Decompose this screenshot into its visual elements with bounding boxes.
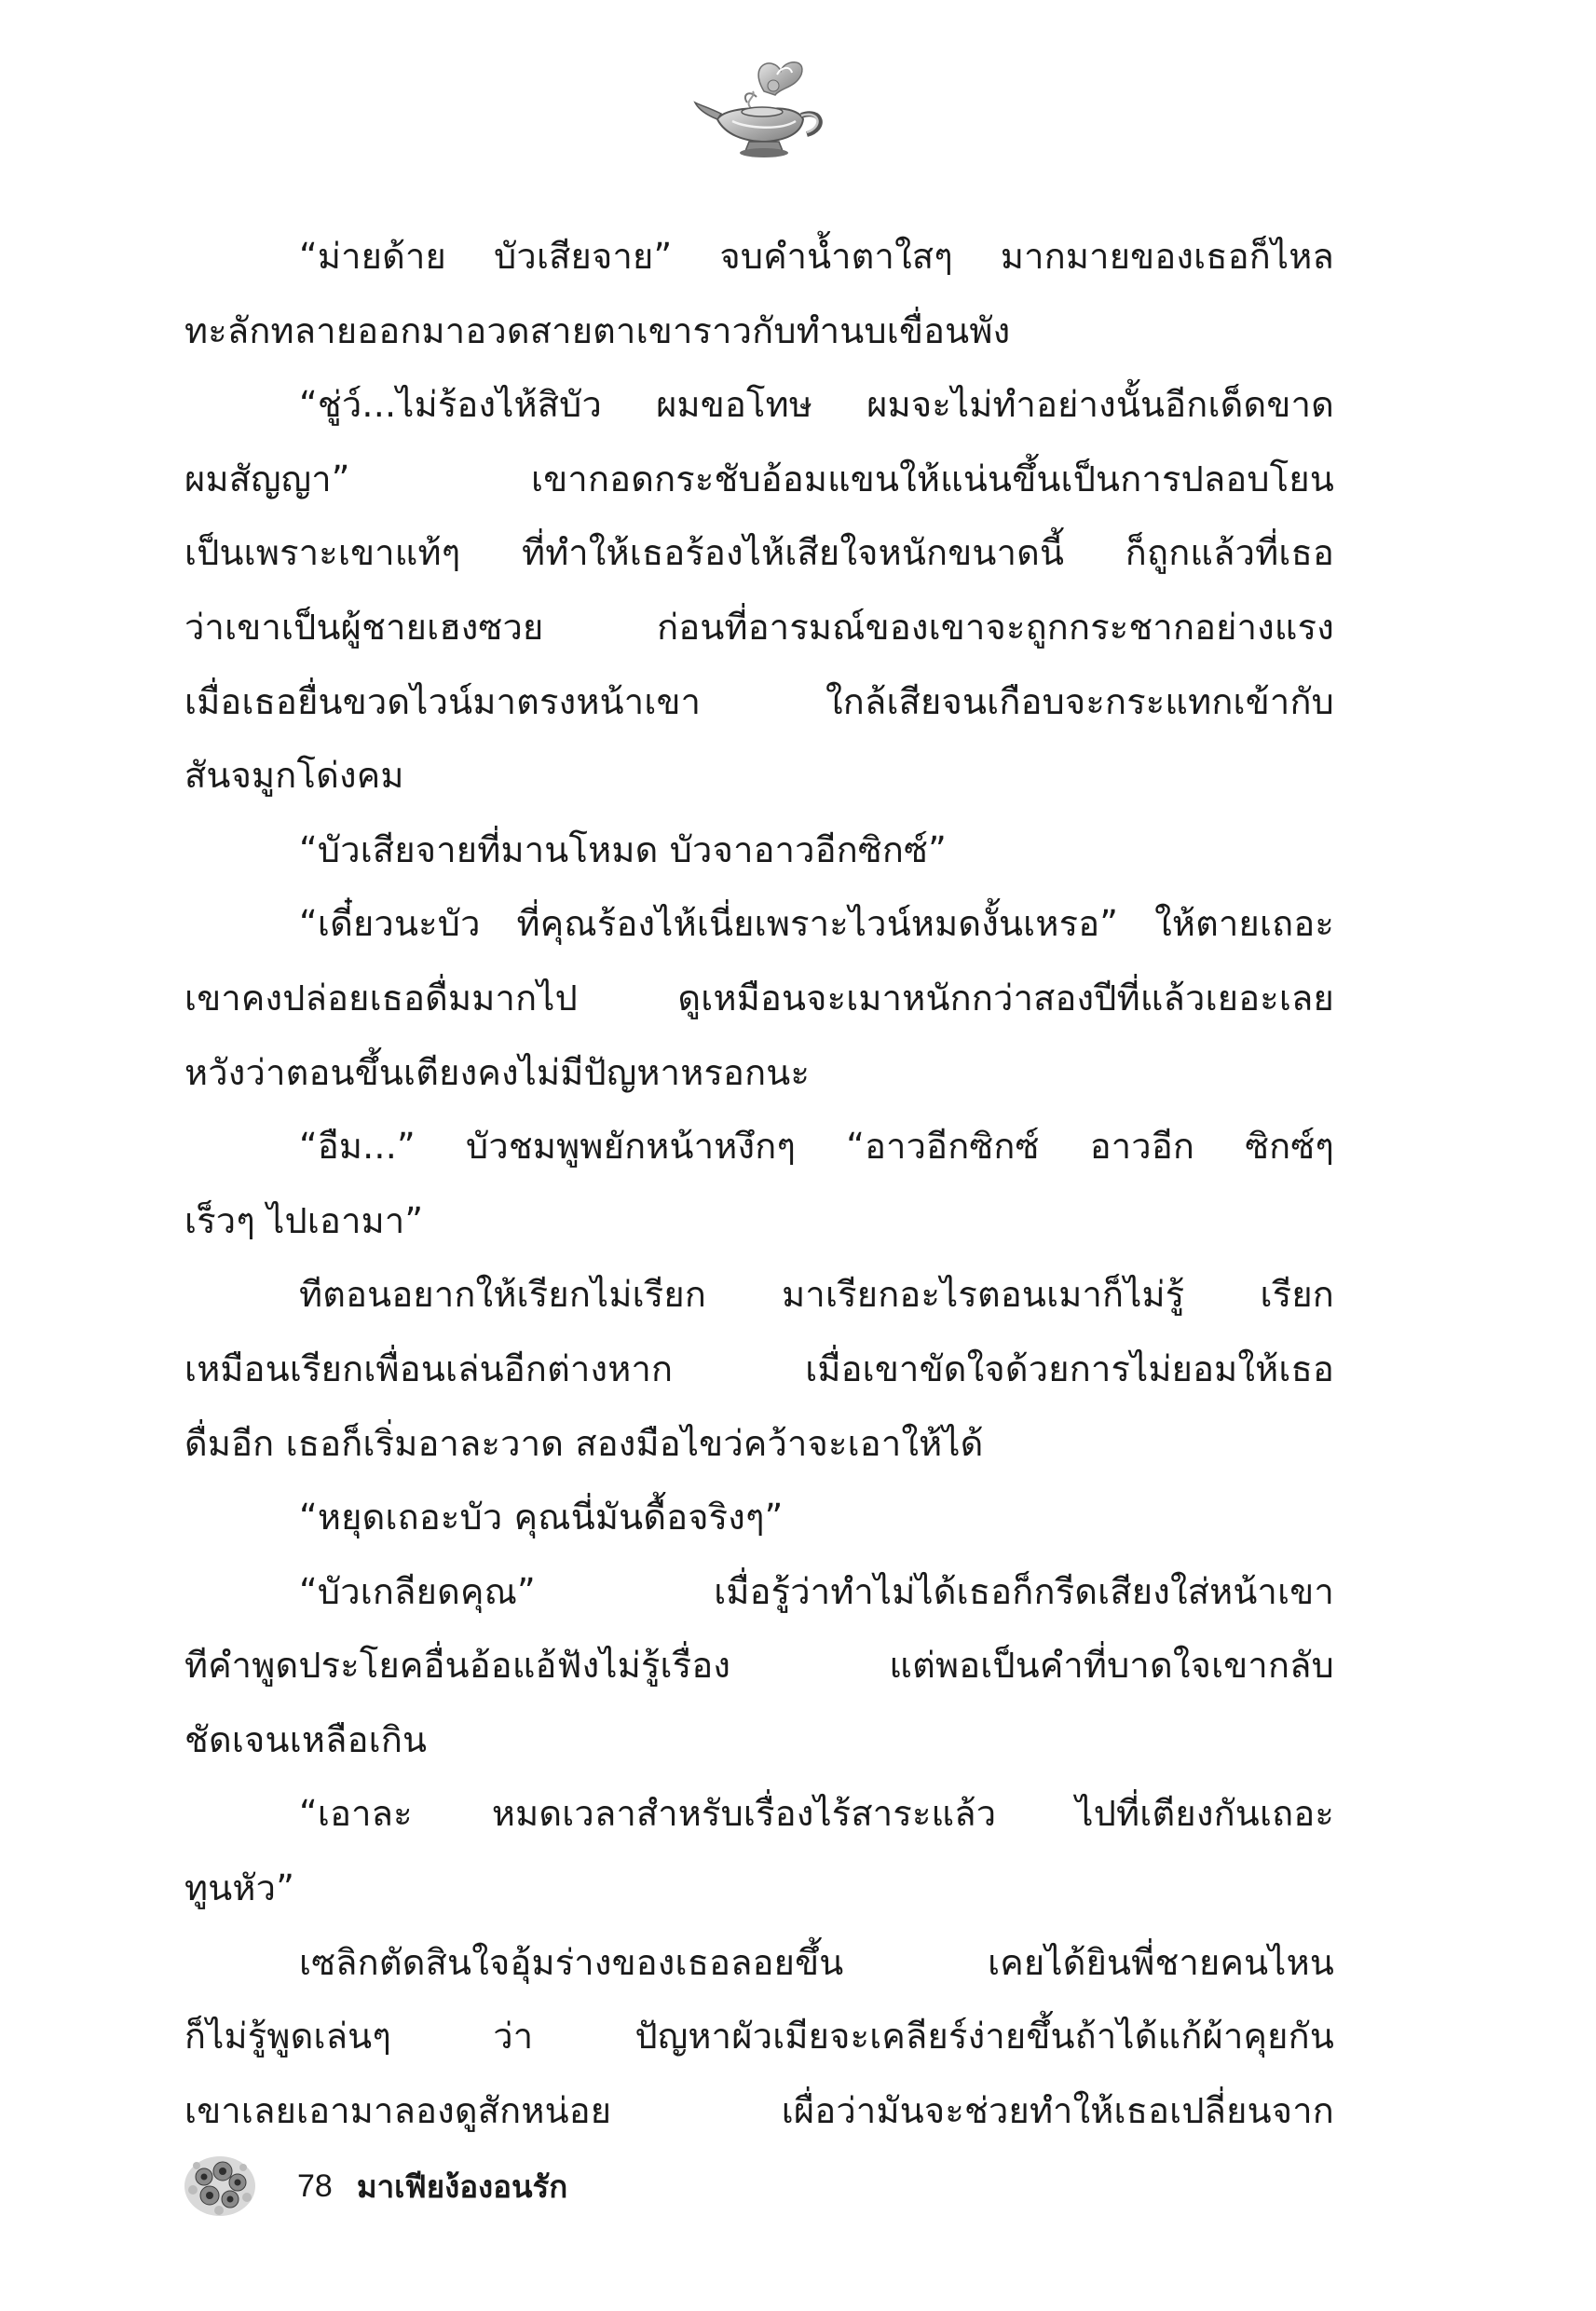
text-line: ชัดเจนเหลือเกิน (184, 1718, 428, 1760)
text-line: เขาเลยเอามาลองดูสักหน่อย เผื่อว่ามันจะช่วยทำให้เธอเปลี่ยนจาก (184, 2089, 1334, 2131)
text-line: เขาคงปล่อยเธอดื่มมากไป ดูเหมือนจะเมาหนักกว่าสองปีที่แล้วเยอะเลย (184, 977, 1334, 1019)
text-line: เมื่อเธอยื่นขวดไวน์มาตรงหน้าเขา ใกล้เสียจนเกือบจะกระแทกเข้ากับ (184, 680, 1334, 722)
text-line: ก็ไม่รู้พูดเล่นๆ ว่า ปัญหาผัวเมียจะเคลียร์ง่ายขึ้นถ้าได้แก้ผ้าคุยกัน (184, 2016, 1334, 2058)
text-line: เหมือนเรียกเพื่อนเล่นอีกต่างหาก เมื่อเขาขัดใจด้วยการไม่ยอมให้เธอ (184, 1347, 1334, 1389)
text-line: “ชู่ว์...ไม่ร้องไห้สิบัว ผมขอโทษ ผมจะไม่ทำอย่างนั้นอีกเด็ดขาด (299, 384, 1334, 426)
text-line: ดื่มอีก เธอก็เริ่มอาละวาด สองมือไขว่คว้าจะเอาให้ได้ (184, 1422, 984, 1464)
text-line: เป็นเพราะเขาแท้ๆ ที่ทำให้เธอร้องไห้เสียใจหนักขนาดนี้ ก็ถูกแล้วที่เธอ (184, 532, 1334, 574)
flower-ornament-icon (182, 2153, 258, 2220)
text-line: “หยุดเถอะบัว คุณนี่มันดื้อจริงๆ” (299, 1497, 784, 1538)
page-number: 78 (297, 2167, 333, 2204)
text-line: ว่าเขาเป็นผู้ชายเฮงซวย ก่อนที่อารมณ์ของเขาจะถูกกระชากอย่างแรง (184, 606, 1334, 648)
text-line: “เดี๋ยวนะบัว ที่คุณร้องไห้เนี่ยเพราะไวน์หมดงั้นเหรอ” ให้ตายเถอะ (299, 903, 1334, 945)
book-title: มาเฟียง้องอนรัก (356, 2167, 568, 2205)
text-line: “บัวเกลียดคุณ” เมื่อรู้ว่าทำไม่ได้เธอก็กรีดเสียงใส่หน้าเขา (299, 1570, 1334, 1612)
text-line: “เอาละ หมดเวลาสำหรับเรื่องไร้สาระแล้ว ไปที่เตียงกันเถอะ (299, 1793, 1334, 1835)
text-line: สันจมูกโด่งคม (184, 755, 404, 797)
text-line: เซลิกตัดสินใจอุ้มร่างของเธอลอยขึ้น เคยได้ยินพี่ชายคนไหน (299, 1941, 1334, 1983)
lamp-fairy-ornament-icon (691, 54, 831, 164)
text-line: ทีคำพูดประโยคอื่นอ้อแอ้ฟังไม่รู้เรื่อง แต่พอเป็นคำที่บาดใจเขากลับ (184, 1645, 1334, 1687)
text-line: เร็วๆ ไปเอามา” (184, 1199, 424, 1241)
text-line: “อืม...” บัวชมพูพยักหน้าหงึกๆ “อาวอีกซิกซ์ อาวอีก ซิกซ์ๆ (299, 1126, 1334, 1168)
text-line: ทูนหัว” (184, 1867, 295, 1909)
page-footer (182, 2153, 567, 2220)
text-line: หวังว่าตอนขึ้นเตียงคงไม่มีปัญหาหรอกนะ (184, 1051, 811, 1093)
text-line: “ม่ายด้าย บัวเสียจาย” จบคำน้ำตาใสๆ มากมายของเธอก็ไหล (299, 236, 1334, 277)
text-line: ทีตอนอยากให้เรียกไม่เรียก มาเรียกอะไรตอนเมาก็ไม่รู้ เรียก (299, 1274, 1334, 1316)
text-line: ทะลักทลายออกมาอวดสายตาเขาราวกับทำนบเขื่อนพัง (184, 309, 1011, 351)
text-line: ผมสัญญา” เขากอดกระชับอ้อมแขนให้แน่นขึ้นเป็นการปลอบโยน (184, 458, 1334, 499)
body-text (184, 220, 1334, 2148)
text-line: “บัวเสียจายที่มานโหมด บัวจาอาวอีกซิกซ์” (299, 828, 948, 870)
